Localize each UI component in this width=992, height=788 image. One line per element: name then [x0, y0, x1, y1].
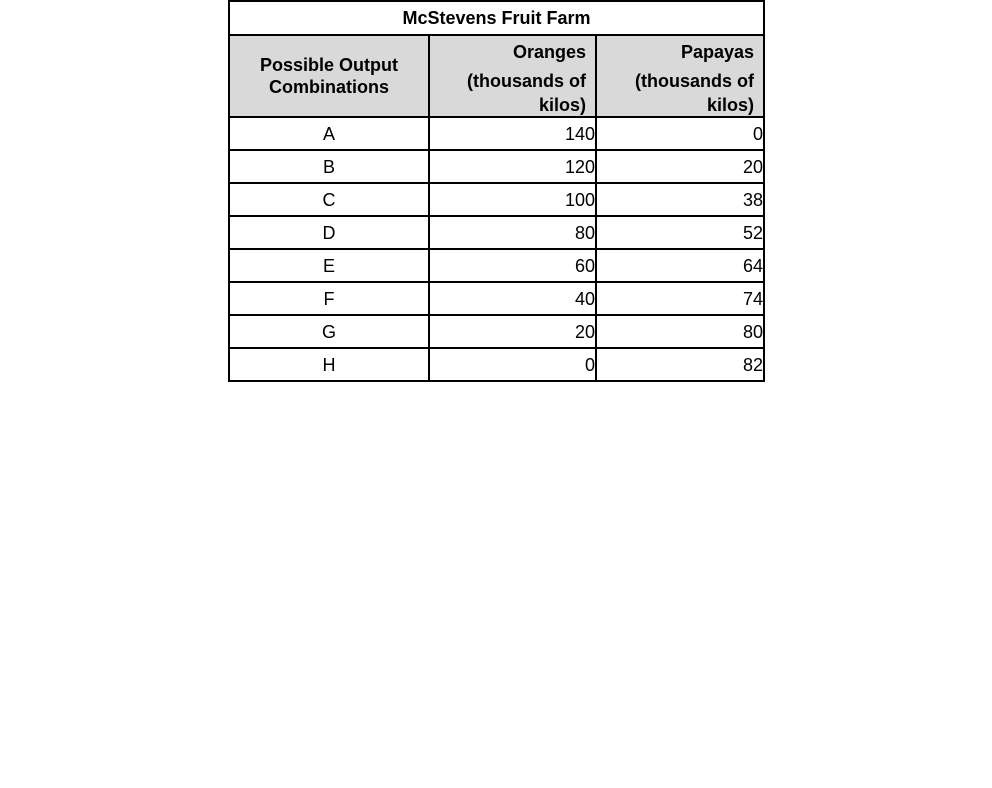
- header-papayas-line3: kilos): [707, 95, 755, 115]
- table-title-row: [229, 1, 764, 35]
- fruit-farm-table: [228, 0, 765, 382]
- header-papayas: [596, 35, 764, 117]
- table-row: [229, 216, 764, 249]
- header-oranges: [429, 35, 596, 117]
- header-oranges-line2: (thousands of: [467, 71, 586, 91]
- oranges-cell: 60: [429, 249, 596, 282]
- header-papayas-line1: Papayas: [680, 42, 755, 62]
- papayas-cell: 0: [596, 117, 764, 150]
- combination-cell: B: [229, 150, 429, 183]
- table-row: [229, 117, 764, 150]
- combination-cell: E: [229, 249, 429, 282]
- oranges-cell: 140: [429, 117, 596, 150]
- oranges-cell: 40: [429, 282, 596, 315]
- combination-cell: F: [229, 282, 429, 315]
- papayas-cell: 38: [596, 183, 764, 216]
- table-row: [229, 348, 764, 381]
- papayas-cell: 82: [596, 348, 764, 381]
- combination-cell: C: [229, 183, 429, 216]
- combination-cell: G: [229, 315, 429, 348]
- combination-cell: D: [229, 216, 429, 249]
- header-oranges-line1: Oranges: [512, 42, 586, 62]
- papayas-cell: 80: [596, 315, 764, 348]
- table-title: McStevens Fruit Farm: [229, 1, 764, 35]
- header-oranges-line3: kilos): [538, 95, 586, 115]
- header-combinations-line2: Combinations: [269, 77, 389, 97]
- header-papayas-line2: (thousands of: [635, 71, 755, 91]
- table-row: [229, 315, 764, 348]
- papayas-cell: 20: [596, 150, 764, 183]
- oranges-cell: 20: [429, 315, 596, 348]
- oranges-cell: 80: [429, 216, 596, 249]
- table-row: [229, 249, 764, 282]
- table-header-row: [229, 35, 764, 117]
- combination-cell: A: [229, 117, 429, 150]
- table-row: [229, 282, 764, 315]
- table-row: [229, 150, 764, 183]
- papayas-cell: 74: [596, 282, 764, 315]
- header-combinations-line1: Possible Output: [259, 55, 398, 75]
- papayas-cell: 52: [596, 216, 764, 249]
- oranges-cell: 100: [429, 183, 596, 216]
- oranges-cell: 0: [429, 348, 596, 381]
- combination-cell: H: [229, 348, 429, 381]
- papayas-cell: 64: [596, 249, 764, 282]
- table-row: [229, 183, 764, 216]
- oranges-cell: 120: [429, 150, 596, 183]
- header-combinations: [229, 35, 429, 117]
